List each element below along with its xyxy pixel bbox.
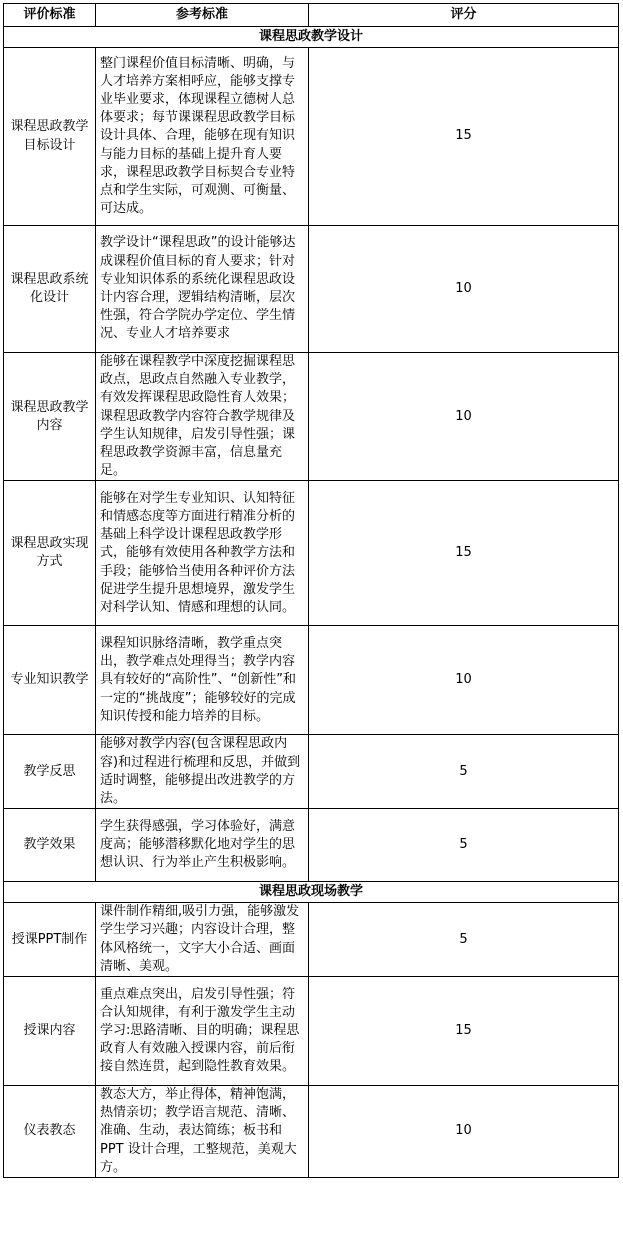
reference-cell: 教学设计“课程思政”的设计能够达成课程价值目标的育人要求；针对专业知识体系的系统化课程思政设计内容合理，逻辑结构清晰，层次性强，符合学院办学定位、学生情况、专业人才培养要求 — [96, 226, 309, 353]
criterion-cell: 课程思政教学目标设计 — [4, 48, 96, 226]
table-row — [4, 353, 619, 481]
evaluation-table — [3, 3, 619, 1178]
score-cell: 5 — [309, 735, 619, 809]
score-cell: 10 — [309, 626, 619, 735]
table-row — [4, 226, 619, 353]
table-row — [4, 977, 619, 1086]
score-cell: 10 — [309, 226, 619, 353]
criterion-cell: 课程思政教学内容 — [4, 353, 96, 481]
table-row — [4, 48, 619, 226]
reference-cell: 学生获得感强，学习体验好，满意度高；能够潜移默化地对学生的思想认识、行为举止产生积极影响。 — [96, 809, 309, 882]
reference-cell: 教态大方，举止得体，精神饱满，热情亲切；教学语言规范、清晰、准确、生动，表达简练；板书和 PPT 设计合理，工整规范，美观大方。 — [96, 1086, 309, 1178]
reference-cell: 能够在课程教学中深度挖掘课程思政点，思政点自然融入专业教学，有效发挥课程思政隐性育人效果；课程思政教学内容符合教学规律及学生认知规律，启发引导性强；课程思政教学资源丰富，信息量充足。 — [96, 353, 309, 481]
reference-cell: 整门课程价值目标清晰、明确，与人才培养方案相呼应，能够支撑专业毕业要求，体现课程立德树人总体要求；每节课课程思政教学目标设计具体、合理，能够在现有知识与能力目标的基础上提升育人要求，课程思政教学目标契合专业特点和学生实际，可观测、可衡量、可达成。 — [96, 48, 309, 226]
reference-cell: 能够对教学内容(包含课程思政内容)和过程进行梳理和反思，并做到适时调整，能够提出改进教学的方法。 — [96, 735, 309, 809]
criterion-cell: 仪表教态 — [4, 1086, 96, 1178]
section-title: 课程思政教学设计 — [4, 27, 619, 48]
header-criterion: 评价标准 — [4, 4, 96, 27]
criterion-cell: 授课PPT制作 — [4, 903, 96, 977]
header-reference: 参考标准 — [96, 4, 309, 27]
criterion-cell: 教学效果 — [4, 809, 96, 882]
section-title: 课程思政现场教学 — [4, 882, 619, 903]
table-row — [4, 903, 619, 977]
criterion-cell: 授课内容 — [4, 977, 96, 1086]
section-row — [4, 882, 619, 903]
score-cell: 10 — [309, 353, 619, 481]
score-cell: 15 — [309, 977, 619, 1086]
header-row — [4, 4, 619, 27]
section-row — [4, 27, 619, 48]
score-cell: 15 — [309, 48, 619, 226]
score-cell: 10 — [309, 1086, 619, 1178]
reference-cell: 课件制作精细,吸引力强，能够激发学生学习兴趣；内容设计合理，整体风格统一，文字大小合适、画面清晰、美观。 — [96, 903, 309, 977]
table-row — [4, 626, 619, 735]
criterion-cell: 专业知识教学 — [4, 626, 96, 735]
score-cell: 5 — [309, 903, 619, 977]
reference-cell: 课程知识脉络清晰，教学重点突出，教学难点处理得当；教学内容具有较好的“高阶性”、“创新性”和一定的“挑战度”；能够较好的完成知识传授和能力培养的目标。 — [96, 626, 309, 735]
score-cell: 15 — [309, 481, 619, 626]
score-cell: 5 — [309, 809, 619, 882]
table-row — [4, 809, 619, 882]
reference-cell: 重点难点突出，启发引导性强；符合认知规律，有利于激发学生主动学习:思路清晰、目的明确；课程思政育人有效融入授课内容，前后衔接自然连贯，起到隐性教育效果。 — [96, 977, 309, 1086]
header-score: 评分 — [309, 4, 619, 27]
reference-cell: 能够在对学生专业知识、认知特征和情感态度等方面进行精准分析的基础上科学设计课程思政教学形式，能够有效使用各种教学方法和手段；能够恰当使用各种评价方法促进学生提升思想境界，激发学生对科学认知、情感和理想的认同。 — [96, 481, 309, 626]
table-row — [4, 481, 619, 626]
criterion-cell: 课程思政系统化设计 — [4, 226, 96, 353]
criterion-cell: 课程思政实现方式 — [4, 481, 96, 626]
criterion-cell: 教学反思 — [4, 735, 96, 809]
table-row — [4, 1086, 619, 1178]
table-row — [4, 735, 619, 809]
